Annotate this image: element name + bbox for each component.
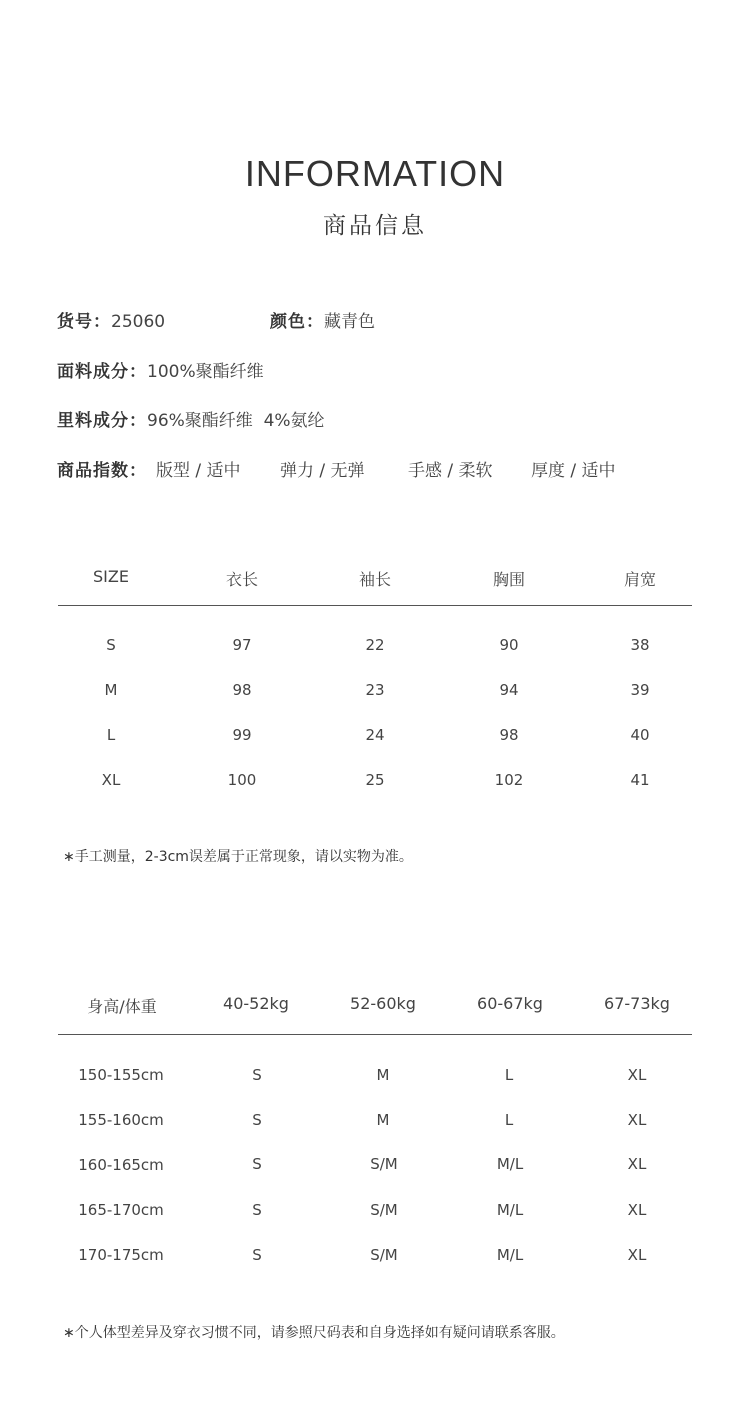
size-cell: 24: [365, 726, 385, 744]
size-cell: 23: [365, 681, 385, 699]
fit-cell: XL: [627, 1111, 647, 1129]
size-table-divider: [58, 605, 692, 606]
size-table-note: ∗手工测量，2-3cm误差属于正常现象，请以实物为准。: [63, 849, 413, 865]
fit-cell: S: [252, 1201, 262, 1219]
fit-cell: 160-165cm: [78, 1156, 164, 1174]
lining-value: 96%聚酯纤维 4%氨纶: [147, 411, 325, 431]
fit-header-weight-2: 52-60kg: [350, 994, 416, 1013]
lining-row: [57, 407, 325, 435]
fit-cell: XL: [627, 1066, 647, 1084]
size-cell: 22: [365, 636, 385, 654]
size-cell: S: [106, 636, 116, 654]
index-item-elasticity: 弹力 / 无弹: [280, 461, 365, 481]
size-cell: 25: [365, 771, 385, 789]
size-cell: 39: [630, 681, 650, 699]
size-cell: 40: [630, 726, 650, 744]
fit-cell: M: [376, 1066, 390, 1084]
fit-cell: S/M: [370, 1246, 398, 1264]
size-cell: 41: [630, 771, 650, 789]
size-header-sleeve: 袖长: [358, 570, 392, 589]
fit-cell: S: [252, 1066, 262, 1084]
size-header-shoulder: 肩宽: [623, 570, 657, 589]
size-cell: 100: [227, 771, 257, 789]
sku-label: 货号：: [57, 312, 111, 332]
index-label: 商品指数：: [57, 461, 147, 481]
fit-cell: S: [252, 1111, 262, 1129]
fit-cell: M/L: [496, 1246, 524, 1264]
index-item-thickness: 厚度 / 适中: [531, 461, 616, 481]
fit-cell: S/M: [370, 1201, 398, 1219]
color-label: 颜色：: [270, 312, 324, 332]
fit-header-weight-4: 67-73kg: [604, 994, 670, 1013]
fabric-value: 100%聚酯纤维: [147, 362, 264, 382]
fit-cell: 155-160cm: [78, 1111, 164, 1129]
size-cell: 94: [499, 681, 519, 699]
fit-table-divider: [58, 1034, 692, 1035]
fabric-row: [57, 358, 264, 386]
fit-cell: XL: [627, 1246, 647, 1264]
page-title-cn: 商品信息: [323, 213, 427, 239]
fit-cell: M/L: [496, 1155, 524, 1173]
size-cell: XL: [101, 771, 121, 789]
size-cell: 98: [232, 681, 252, 699]
fit-cell: S: [252, 1155, 262, 1173]
index-row: [57, 457, 697, 485]
size-cell: 90: [499, 636, 519, 654]
fit-table-note: ∗个人体型差异及穿衣习惯不同，请参照尺码表和自身选择如有疑问请联系客服。: [63, 1325, 565, 1341]
index-item-feel: 手感 / 柔软: [408, 461, 493, 481]
fit-cell: S: [252, 1246, 262, 1264]
fit-header-weight-1: 40-52kg: [223, 994, 289, 1013]
fit-cell: M/L: [496, 1201, 524, 1219]
fit-cell: L: [504, 1066, 514, 1084]
sku-row: [57, 308, 165, 336]
fit-cell: 165-170cm: [78, 1201, 164, 1219]
sku-value: 25060: [111, 312, 166, 332]
fit-header-height-weight: 身高/体重: [87, 997, 157, 1016]
fit-cell: 150-155cm: [78, 1066, 164, 1084]
fit-cell: XL: [627, 1201, 647, 1219]
size-cell: 99: [232, 726, 252, 744]
fit-header-weight-3: 60-67kg: [477, 994, 543, 1013]
size-cell: 38: [630, 636, 650, 654]
fit-cell: XL: [627, 1155, 647, 1173]
color-value: 藏青色: [324, 312, 375, 332]
size-cell: 98: [499, 726, 519, 744]
page-title-en: INFORMATION: [244, 153, 506, 194]
fabric-label: 面料成分：: [57, 362, 147, 382]
color-row: [270, 308, 375, 336]
fit-cell: M: [376, 1111, 390, 1129]
size-cell: M: [104, 681, 118, 699]
size-cell: L: [106, 726, 116, 744]
size-header-length: 衣长: [225, 570, 259, 589]
size-cell: 97: [232, 636, 252, 654]
size-header-size: SIZE: [93, 567, 129, 586]
size-header-chest: 胸围: [492, 570, 526, 589]
fit-cell: L: [504, 1111, 514, 1129]
index-item-fit: 版型 / 适中: [156, 461, 241, 481]
lining-label: 里料成分：: [57, 411, 147, 431]
size-cell: 102: [494, 771, 524, 789]
fit-cell: 170-175cm: [78, 1246, 164, 1264]
fit-cell: S/M: [370, 1155, 398, 1173]
